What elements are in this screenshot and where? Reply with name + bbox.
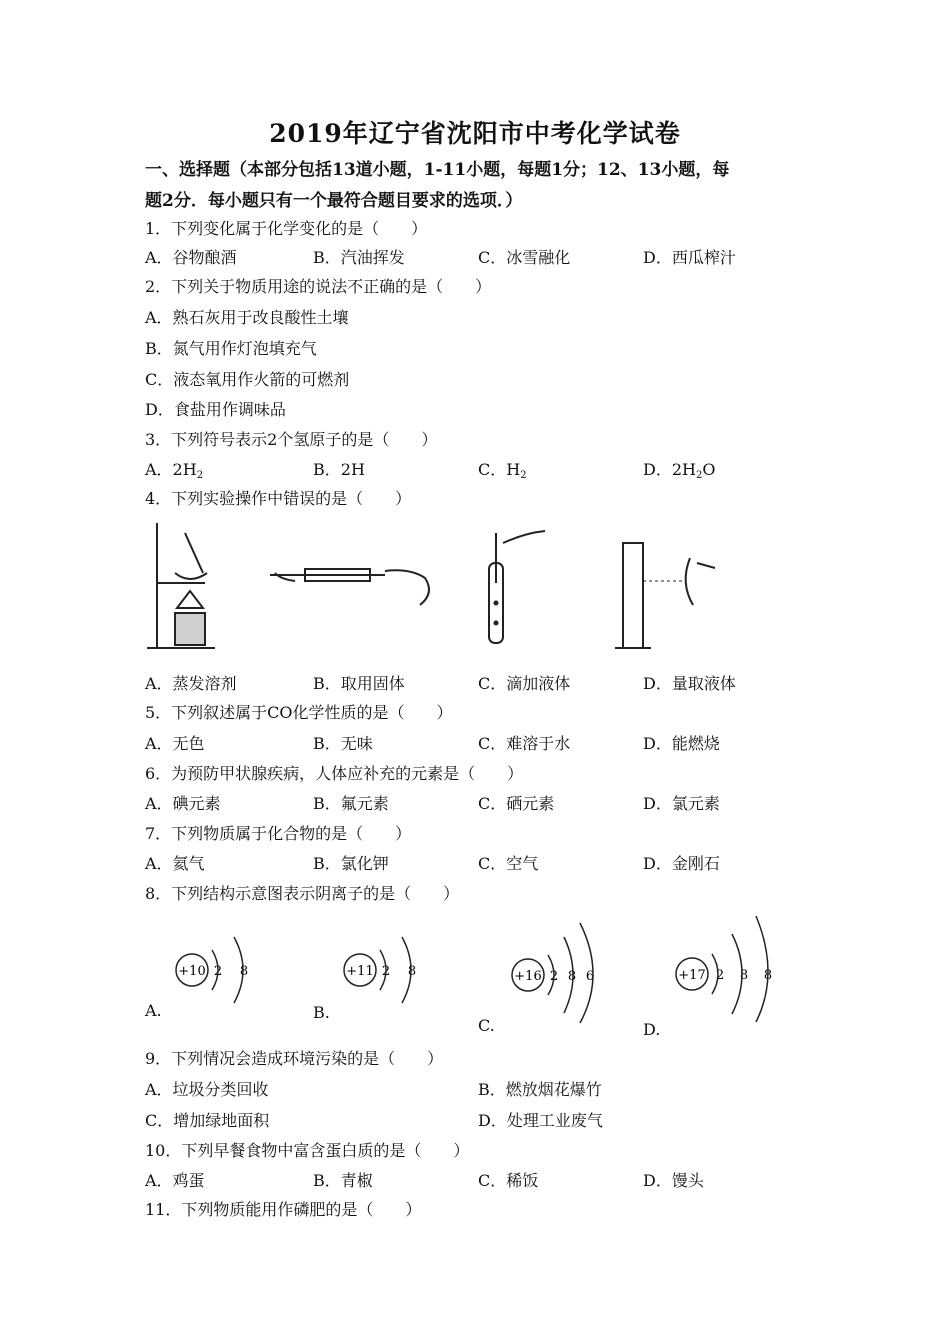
q6-option-a: A．碘元素	[145, 794, 221, 813]
svg-text:6: 6	[585, 969, 595, 984]
q2-option-c: C．液态氧用作火箭的可燃剂	[145, 370, 350, 389]
question-9-stem: 9．下列情况会造成环境污染的是（ ）	[145, 1049, 444, 1068]
q4-lab-figures	[145, 513, 745, 663]
page-title: 2019年辽宁省沈阳市中考化学试卷	[269, 119, 681, 148]
q8-option-c: C.	[478, 1016, 495, 1035]
svg-text:2: 2	[549, 969, 559, 984]
svg-text:8: 8	[763, 968, 773, 983]
q3-option-d: D．$2H_2O$	[643, 460, 716, 481]
q4-option-a: A．蒸发溶剂	[145, 674, 237, 693]
q8-option-a: A.	[145, 1001, 162, 1020]
q9-option-c: C．增加绿地面积	[145, 1111, 270, 1130]
solid-taking-figure	[270, 569, 429, 605]
q5-option-b: B．无味	[313, 734, 373, 753]
dropper-figure	[489, 531, 545, 643]
atom-diagram-b	[340, 925, 430, 1015]
q4-option-c: C．滴加液体	[478, 674, 571, 693]
question-3-stem: 3．下列符号表示2个氢原子的是（ ）	[145, 430, 438, 449]
q6-option-b: B．氟元素	[313, 794, 389, 813]
section-heading-line2: 题2分．每小题只有一个最符合题目要求的选项．）	[145, 191, 523, 211]
q1-option-d: D．西瓜榨汁	[643, 248, 736, 267]
question-5-stem: 5．下列叙述属于CO化学性质的是（ ）	[145, 703, 453, 722]
measuring-cylinder-figure	[615, 543, 715, 648]
q6-option-d: D．氯元素	[643, 794, 720, 813]
q5-option-c: C．难溶于水	[478, 734, 571, 753]
q10-option-c: C．稀饭	[478, 1171, 539, 1190]
q2-option-b: B．氮气用作灯泡填充气	[145, 339, 317, 358]
section-heading-line1: 一、选择题（本部分包括13道小题，1-11小题，每题1分；12、13小题，每	[145, 160, 730, 180]
svg-text:2: 2	[381, 964, 391, 979]
svg-text:+17: +17	[678, 968, 706, 983]
q4-option-b: B．取用固体	[313, 674, 405, 693]
atom-diagram-a	[172, 925, 262, 1015]
q6-option-c: C．硒元素	[478, 794, 555, 813]
q7-option-b: B．氯化钾	[313, 854, 389, 873]
q3-option-c: C．$H_2$	[478, 460, 527, 481]
svg-text:+16: +16	[514, 969, 542, 984]
q7-option-d: D．金刚石	[643, 854, 720, 873]
q8-option-b: B.	[313, 1003, 330, 1022]
q9-option-b: B．燃放烟花爆竹	[478, 1080, 602, 1099]
q2-option-a: A．熟石灰用于改良酸性土壤	[145, 308, 349, 327]
atom-diagram-c	[508, 915, 618, 1025]
svg-text:8: 8	[407, 964, 417, 979]
svg-text:8: 8	[239, 964, 249, 979]
svg-text:2: 2	[213, 964, 223, 979]
q5-option-d: D．能燃烧	[643, 734, 720, 753]
q8-option-d: D.	[643, 1020, 661, 1039]
q10-option-a: A．鸡蛋	[145, 1171, 205, 1190]
q3-option-a: A．$2H_2$	[145, 460, 204, 481]
svg-text:8: 8	[739, 968, 749, 983]
atom-diagram-d	[672, 910, 782, 1025]
q1-option-c: C．冰雪融化	[478, 248, 571, 267]
q9-option-d: D．处理工业废气	[478, 1111, 603, 1130]
question-11-stem: 11．下列物质能用作磷肥的是（ ）	[145, 1200, 422, 1219]
question-8-stem: 8．下列结构示意图表示阴离子的是（ ）	[145, 884, 460, 903]
q10-option-d: D．馒头	[643, 1171, 704, 1190]
q1-option-a: A．谷物酿酒	[145, 248, 237, 267]
nucleus-a: +10	[178, 964, 206, 979]
q5-option-a: A．无色	[145, 734, 205, 753]
q1-option-b: B．汽油挥发	[313, 248, 405, 267]
question-10-stem: 10．下列早餐食物中富含蛋白质的是（ ）	[145, 1141, 470, 1160]
q9-option-a: A．垃圾分类回收	[145, 1080, 269, 1099]
q10-option-b: B．青椒	[313, 1171, 373, 1190]
svg-text:+11: +11	[346, 964, 374, 979]
svg-text:8: 8	[567, 969, 577, 984]
q4-option-d: D．量取液体	[643, 674, 736, 693]
q7-option-c: C．空气	[478, 854, 539, 873]
question-4-stem: 4．下列实验操作中错误的是（ ）	[145, 489, 412, 508]
q2-option-d: D．食盐用作调味品	[145, 400, 286, 419]
q7-option-a: A．氦气	[145, 854, 205, 873]
q3-option-b: B．2H	[313, 460, 365, 479]
question-2-stem: 2．下列关于物质用途的说法不正确的是（ ）	[145, 277, 492, 296]
svg-text:2: 2	[715, 968, 725, 983]
evaporation-figure	[147, 523, 215, 648]
question-1-stem: 1．下列变化属于化学变化的是（ ）	[145, 219, 428, 238]
question-7-stem: 7．下列物质属于化合物的是（ ）	[145, 824, 412, 843]
question-6-stem: 6．为预防甲状腺疾病，人体应补充的元素是（ ）	[145, 764, 524, 783]
